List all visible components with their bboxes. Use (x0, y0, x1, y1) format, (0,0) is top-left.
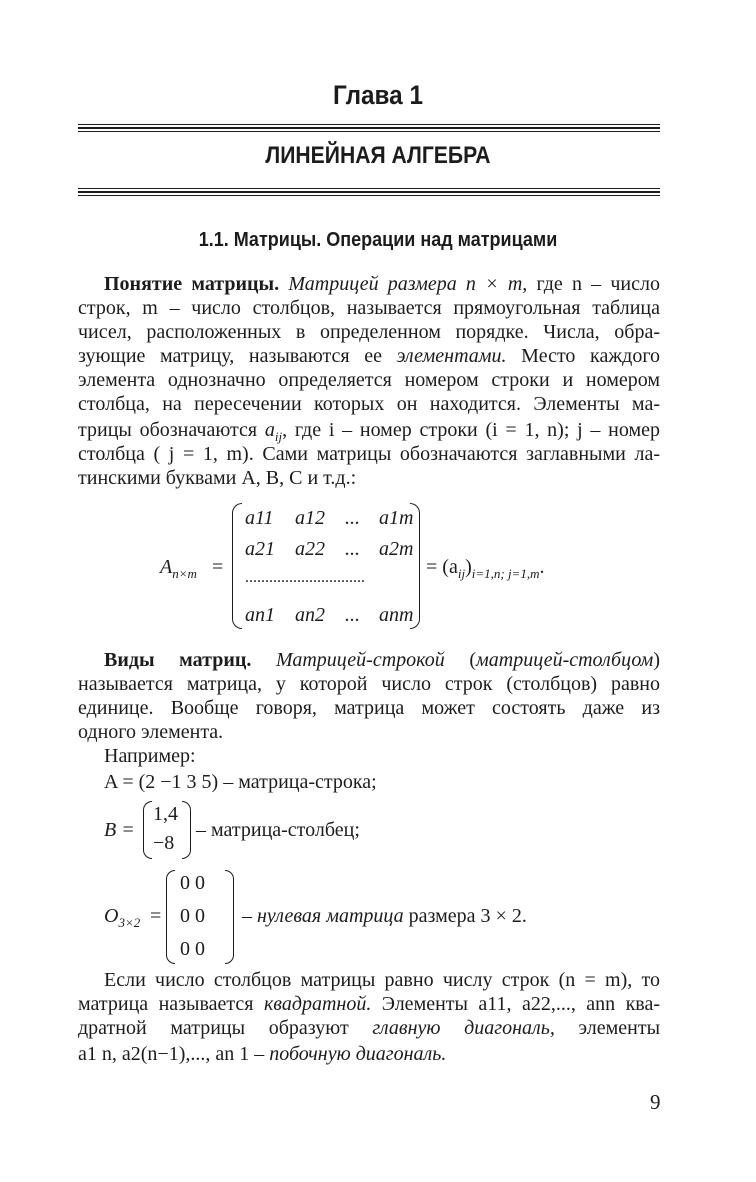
example-b-desc: – матрица-столбец; (196, 819, 360, 841)
p1-line-5: элемента однозначно определяется номером строки и номером (78, 369, 660, 391)
matrix-b-right-bracket (182, 801, 191, 859)
chapter-label: Глава 1 (333, 80, 423, 110)
section-title: 1.1. Матрицы. Операции над матрицами (198, 229, 558, 251)
p1-l4-term: элементами. (396, 345, 507, 367)
p3-line-1: Если число столбцов матрицы равно числу строк (n = m), то (104, 969, 660, 991)
matrix-a-row-2: a21 a22 ... a2m (245, 538, 414, 560)
matrix-a-row-1: a11 a12 ... a1m (245, 507, 414, 529)
element-symbol: $a_{ij}$ (264, 419, 283, 444)
matrix-o-row-2: 0 0 (180, 905, 205, 927)
matrix-o-left-bracket (166, 870, 175, 964)
p1-line-7 (78, 418, 660, 442)
p1-line-4 (78, 344, 660, 368)
example-o-eq: = (150, 905, 162, 927)
p1-l7-b: , где i – номер строки (i = 1, n); j – номер (282, 419, 661, 441)
matrix-a-eq: = (212, 556, 224, 578)
p2-line-1: Виды матриц. Матрицей-строкой (матрицей-столбцом) (104, 649, 660, 671)
p1-l4-a: зующие матрицу, называются ее (78, 345, 382, 367)
p3-line-4: a1 n, a2(n−1),..., an 1 – побочную диагональ. (78, 1043, 447, 1065)
matrix-b-left-bracket (143, 801, 152, 859)
p2-line-5: Например: (104, 745, 196, 767)
page-number: 9 (650, 1090, 661, 1114)
main-diagonal-term: главную диагональ, (372, 1017, 555, 1039)
matrix-a-rhs: = $(a_{ij})_{i=1,n; j=1,m}$. (426, 556, 545, 581)
p1-line-2: строк, m – число столбцов, называется прямоугольная таблица (78, 297, 660, 319)
matrix-b-value-2: −8 (153, 832, 175, 854)
example-row-matrix: A = (2 −1 3 5) – матрица-строка; (104, 771, 377, 793)
p2-col-matrix: матрицей-столбцом (475, 649, 654, 671)
p1-line-6: столбца, на пересечении которых он находится. Элементы ма- (78, 393, 660, 415)
matrix-a-dots: .............................. (245, 569, 365, 586)
p1-line-8: столбца ( j = 1, m). Сами матрицы обозначаются заглавными ла- (78, 443, 660, 465)
p2-line-4: одного элемента. (78, 721, 224, 743)
p3-line-2: матрица называется квадратной. Элементы a11, a22,..., ann ква- (78, 993, 661, 1015)
p1-l4-b: Место каждого (521, 345, 661, 367)
matrix-o-row-1: 0 0 (180, 872, 205, 894)
matrix-o-row-3: 0 0 (180, 938, 205, 960)
p2-line-2: называется матрица, у которой число строк (столбцов) равно (78, 673, 660, 695)
matrix-o-right-bracket (225, 870, 234, 964)
example-o-lhs: $O_{3\times 2}$ (104, 905, 141, 930)
example-b-lhs: B = (104, 819, 135, 841)
p1-line-9: тинскими буквами A, B, C и т.д.: (78, 467, 357, 489)
square-term: квадратной. (263, 993, 372, 1015)
bottom-rule (78, 188, 660, 198)
top-rule (78, 124, 660, 134)
p1-l7-a: трицы обозначаются (78, 419, 258, 441)
chapter-title: ЛИНЕЙНАЯ АЛГЕБРА (265, 142, 491, 169)
p3-line-3: дратной матрицы образуют главную диагональ, элементы (78, 1017, 661, 1039)
matrix-a-lhs: $A_{n\times m}$ (160, 556, 197, 581)
p1-def: Матрицей размера n × m, (288, 273, 528, 295)
p1-line-3: чисел, расположенных в определенном порядке. Числа, обра- (78, 321, 660, 343)
p1-line-1 (104, 272, 660, 296)
matrix-a-left-bracket (232, 503, 242, 629)
p2-row-matrix: Матрицей-строкой (275, 649, 445, 671)
matrix-a-row-4: an1 an2 ... anm (245, 604, 414, 626)
p2-line-3: единице. Вообще говоря, матрица может состоять даже из (78, 697, 660, 719)
matrix-b-value-1: 1,4 (153, 803, 178, 825)
p1-def-rest: где n – число (536, 273, 660, 295)
p2-term: Виды матриц. (104, 649, 252, 671)
example-o-desc: – нулевая матрица размера 3 × 2. (242, 905, 527, 927)
anti-diagonal-term: – побочную диагональ. (254, 1043, 447, 1065)
p1-term: Понятие матрицы. (104, 273, 280, 295)
